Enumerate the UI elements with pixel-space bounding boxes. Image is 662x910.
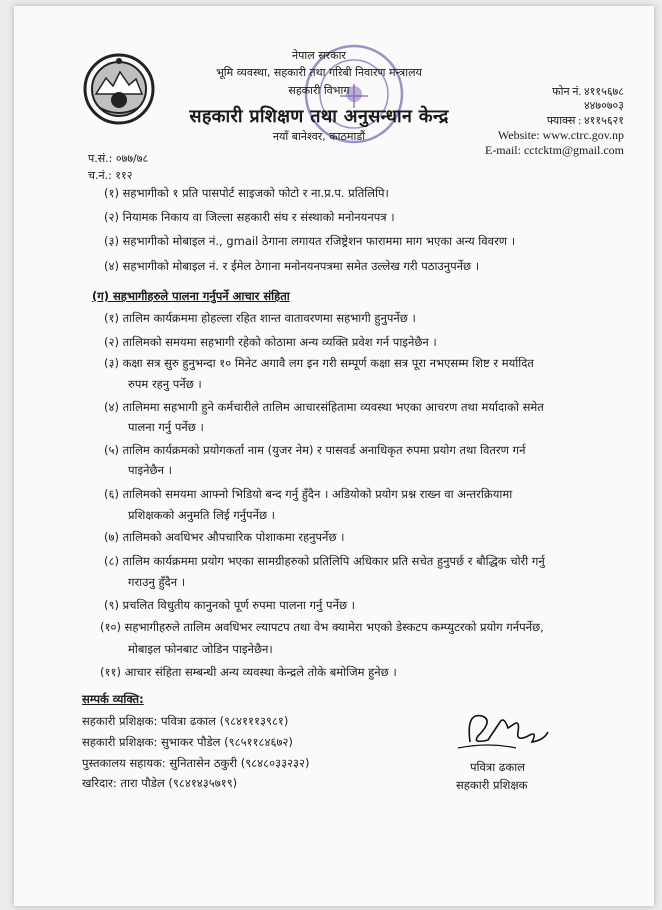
handwritten-signature bbox=[448, 702, 558, 762]
header-department: सहकारी विभाग bbox=[288, 84, 350, 97]
rule-item: (९) प्रचलित विधुतीय कानुनको पूर्ण रुपमा पालना गर्नु पर्नेछ । bbox=[104, 598, 356, 612]
rule-item: (८) तालिम कार्यक्रममा प्रयोग भएका सामग्रीहरुको प्रतिलिपि अधिकार प्रति सचेत हुनुपर्छ र बौद्धिक चोरी गर्नु bbox=[104, 554, 545, 568]
contact-website: Website: www.ctrc.gov.np bbox=[497, 128, 624, 142]
doc-item: (२) नियामक निकाय वा जिल्ला सहकारी संघ र संस्थाको मनोनयनपत्र । bbox=[104, 210, 395, 224]
ref-cn: च.नं.: ११२ bbox=[88, 169, 133, 182]
rule-item-cont: पालना गर्नु पर्नेछ । bbox=[128, 420, 204, 434]
rule-item: (१) तालिम कार्यक्रममा होहल्ला रहित शान्त वातावरणमा सहभागी हुनुपर्नेछ । bbox=[104, 311, 416, 325]
rule-item: (५) तालिम कार्यक्रमको प्रयोगकर्ता नाम (युजर नेम) र पासवर्ड अनाधिकृत रुपमा प्रयोग तथा वितरण गर्न bbox=[104, 443, 526, 457]
rule-item-cont: मोबाइल फोनबाट जोडिन पाइनेछैन। bbox=[128, 642, 273, 656]
contact-person: सहकारी प्रशिक्षक: पवित्रा ढकाल (९८४१११३९८१) bbox=[82, 714, 289, 728]
contact-fax: फ्याक्स : ४११५६२१ bbox=[546, 115, 624, 127]
contact-person: पुस्तकालय सहायक: सुनितासेन ठकुरी (९८४८०३३२३२) bbox=[82, 756, 310, 770]
header-govt: नेपाल सरकार bbox=[292, 49, 346, 62]
contact-phone2: ४४७०७०३ bbox=[583, 100, 624, 112]
rule-item: (७) तालिमको अवधिभर औपचारिक पोशाकमा रहनुपर्नेछ । bbox=[104, 530, 345, 544]
doc-item: (४) सहभागीको मोबाइल नं. र ईमेल ठेगाना मनोनयनपत्रमा समेत उल्लेख गरी पठाउनुपर्नेछ । bbox=[104, 259, 480, 273]
rule-item: (४) तालिममा सहभागी हुने कर्मचारीले तालिम आचारसंहितामा व्यवस्था भएका आचरण तथा मर्यादाको समेत bbox=[104, 400, 544, 414]
doc-item: (३) सहभागीको मोबाइल नं., gmail ठेगाना लगायत रजिष्ट्रेशन फाराममा माग भएका अन्य विवरण । bbox=[104, 234, 516, 248]
rule-item: (२) तालिमको समयमा सहभागी रहेको कोठामा अन्य व्यक्ति प्रवेश गर्न पाइनेछैन । bbox=[104, 335, 437, 349]
contact-person: खरिदार: तारा पौडेल (९८४१४३५७१९) bbox=[82, 776, 238, 790]
contact-person: सहकारी प्रशिक्षक: सुभाकर पौडेल (९८५११८४६७२) bbox=[82, 735, 293, 749]
header-address: नयाँ बानेश्वर, काठमाडौं bbox=[272, 130, 366, 143]
header-ministry: भूमि व्यवस्था, सहकारी तथा गरिबी निवारण मन्त्रालय bbox=[216, 66, 422, 79]
rule-item-cont: पाइनेछैन । bbox=[128, 463, 172, 477]
ref-ps: प.सं.: ०७७/७८ bbox=[88, 152, 149, 165]
rule-item-cont: गराउनु हुँदैन । bbox=[128, 575, 186, 589]
signatory-name: पवित्रा ढकाल bbox=[470, 760, 525, 774]
signatory-role: सहकारी प्रशिक्षक bbox=[456, 778, 528, 792]
rule-item: (६) तालिमको समयमा आफ्नो भिडियो बन्द गर्नु हुँदैन । अडियोको प्रयोग प्रश्न राख्न वा अन्तरक्रियामा bbox=[104, 487, 513, 501]
rule-item: (१०) सहभागीहरुले तालिम अवधिभर ल्यापटप तथा वेभ क्यामेरा भएको डेस्कटप कम्प्युटरको प्रयोग गर्नपर्नेछ, bbox=[100, 620, 544, 634]
header-title: सहकारी प्रशिक्षण तथा अनुसन्धान केन्द्र bbox=[189, 106, 449, 127]
contact-phone: फोन नं. ४११५६७८ bbox=[552, 86, 624, 98]
rule-item: (११) आचार संहिता सम्बन्धी अन्य व्यवस्था केन्द्रले तोके बमोजिम हुनेछ । bbox=[100, 665, 397, 679]
contact-persons-heading: सम्पर्क व्यक्ति: bbox=[82, 692, 144, 706]
rule-item-cont: रुपम रहनु पर्नेछ । bbox=[128, 377, 202, 391]
contact-email: E-mail: cctcktm@gmail.com bbox=[484, 143, 624, 157]
doc-item: (१) सहभागीको १ प्रति पासपोर्ट साइजको फोटो र ना.प्र.प. प्रतिलिपि। bbox=[104, 186, 389, 200]
section-heading: (ग) सहभागीहरुले पालना गर्नुपर्ने आचार संहिता bbox=[92, 289, 290, 303]
rule-item-cont: प्रशिक्षकको अनुमति लिई गर्नुपर्नेछ । bbox=[128, 508, 276, 522]
rule-item: (३) कक्षा सत्र सुरु हुनुभन्दा १० मिनेट अगावै लग इन गरी सम्पूर्ण कक्षा सत्र पूरा नभएसम्म शिष्ट र मर्यादित bbox=[104, 356, 534, 370]
